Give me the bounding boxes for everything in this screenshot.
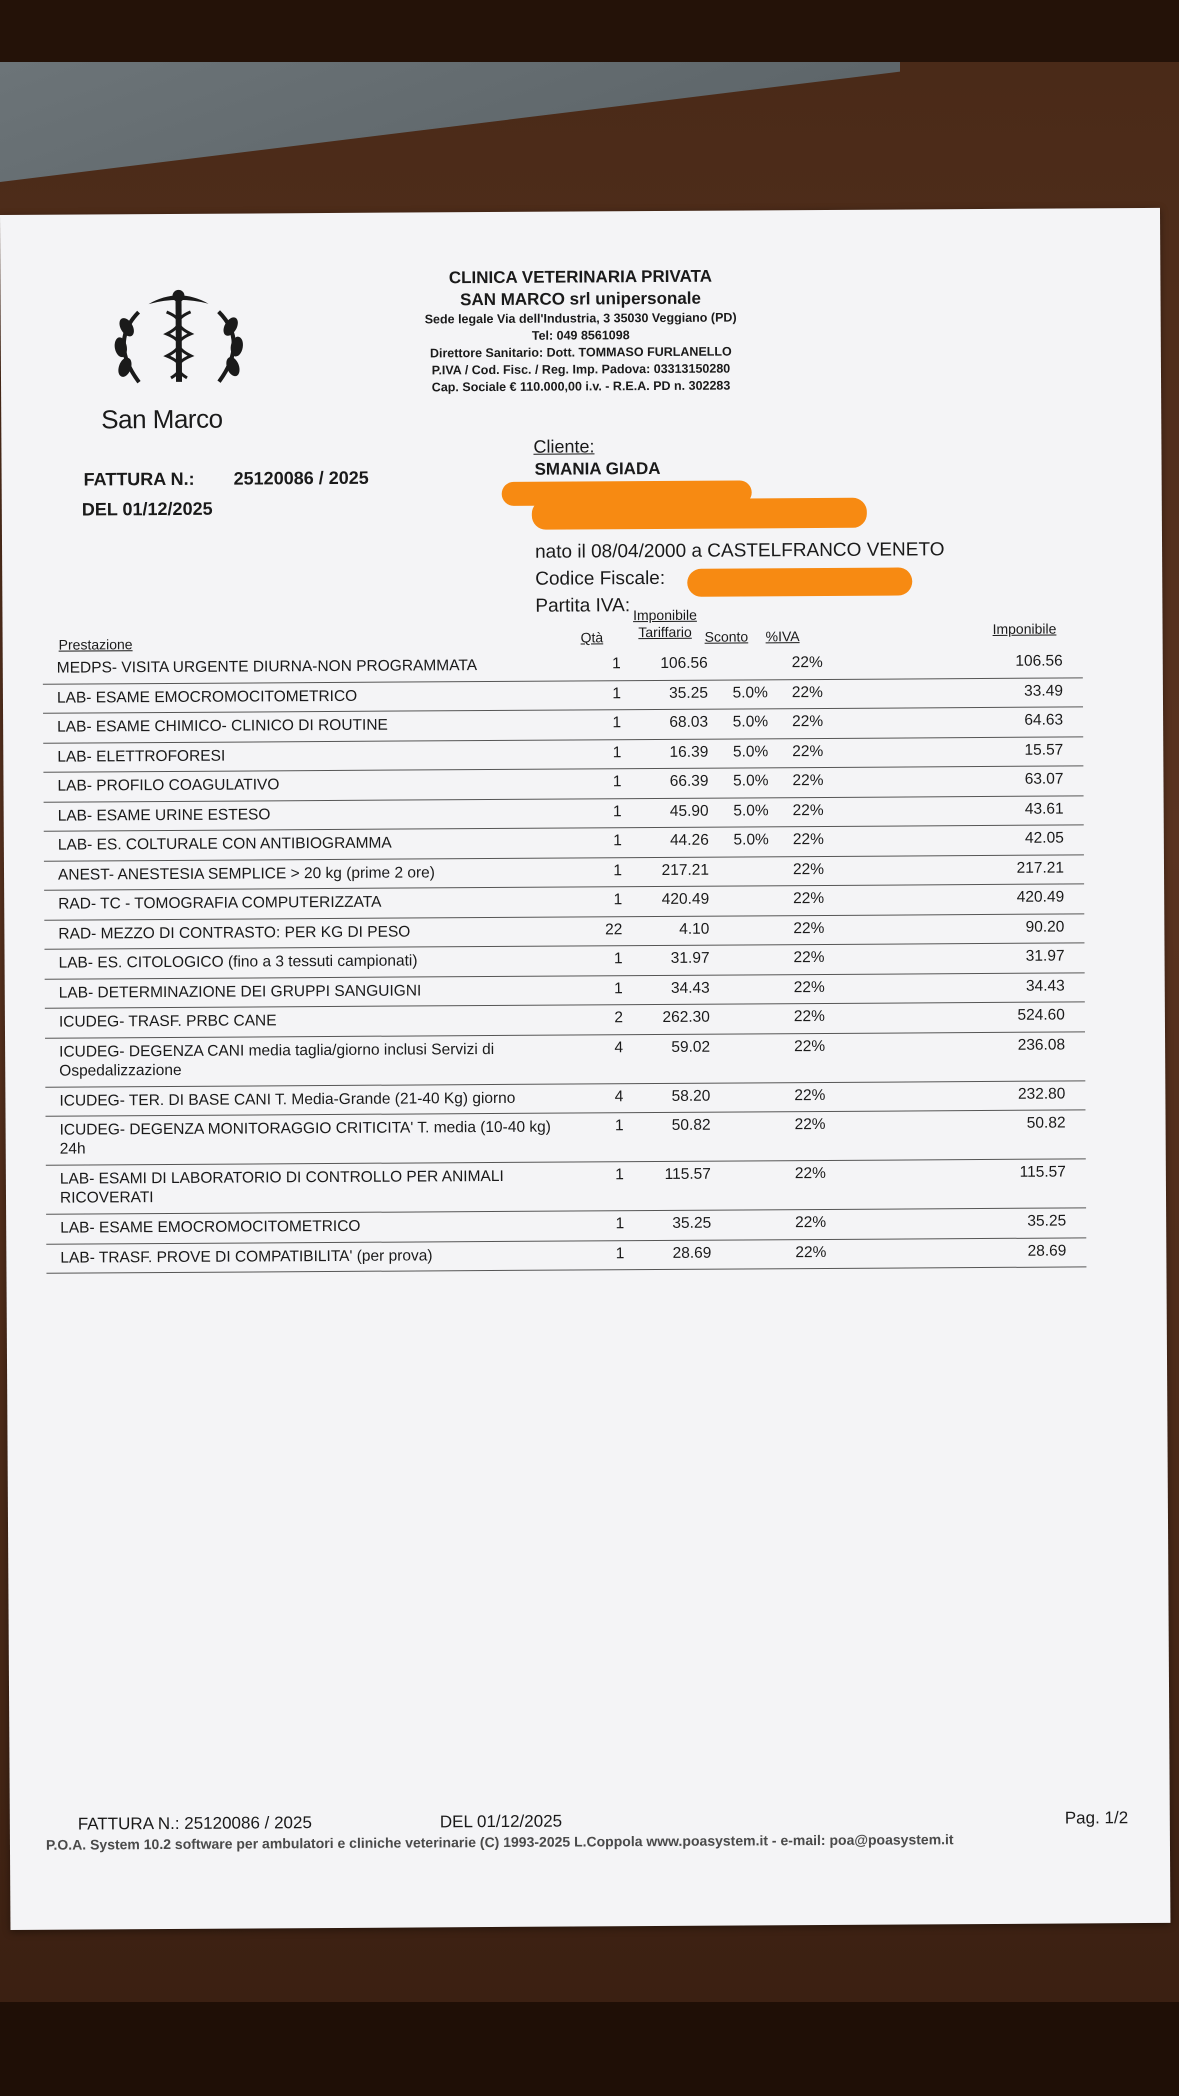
logo-text: San Marco [101,403,223,435]
client-birth: nato il 08/04/2000 a CASTELFRANCO VENETO [535,539,945,563]
row-quantity: 1 [613,891,623,909]
row-description: ICUDEG- TRASF. PRBC CANE [58,1012,277,1031]
row-tariff: 58.20 [671,1087,711,1105]
row-description: LAB- ELETTROFORESI [57,747,226,766]
row-quantity: 1 [612,684,621,702]
clinic-vat: P.IVA / Cod. Fisc. / Reg. Imp. Padova: 03313150280 [431,361,731,378]
san-marco-logo [98,281,259,435]
row-description: ICUDEG- DEGENZA MONITORAGGIO CRITICITA' T. media (10-40 kg) 24h [59,1118,551,1158]
table-row [46,1110,1086,1165]
row-quantity: 1 [614,1117,624,1135]
invoice-date: DEL 01/12/2025 [81,498,213,520]
clinic-tel: Tel: 049 8561098 [531,328,630,343]
row-vat: 22% [795,1243,827,1261]
footer-software: P.O.A. System 10.2 software per ambulatori e cliniche veterinarie (C) 1993-2025 L.Coppola www.poasystem.it - e-mail: poa@poasystem.it [45,1831,954,1853]
header-imponibile: Imponibile [992,620,1057,637]
row-quantity: 1 [612,743,622,761]
partita-iva-label: Partita IVA: [535,595,631,617]
row-tariff: 35.25 [672,1214,712,1232]
table-header [52,608,1082,654]
row-tariff: 66.39 [669,772,709,790]
row-tariff: 106.56 [660,654,708,672]
footer-invoice: FATTURA N.: 25120086 / 2025 [77,1813,312,1834]
invoice-sheet [0,208,1170,1930]
row-vat: 22% [791,683,823,701]
row-tariff: 115.57 [664,1165,711,1183]
row-description: LAB- ES. COLTURALE CON ANTIBIOGRAMMA [57,834,392,854]
row-vat: 22% [793,889,825,908]
row-vat: 22% [792,771,824,790]
row-quantity: 22 [605,920,623,938]
row-amount: 28.69 [1027,1242,1067,1260]
row-discount: 5.0% [732,683,768,702]
row-discount: 5.0% [733,772,769,790]
row-amount: 232.80 [1017,1085,1066,1103]
client-name: SMANIA GIADA [534,458,661,479]
clinic-header [330,265,831,397]
header-sconto: Sconto [704,628,749,645]
row-vat: 22% [794,1115,826,1134]
row-quantity: 1 [613,832,622,850]
row-description: LAB- TRASF. PROVE DI COMPATIBILITA' (per prova) [60,1246,433,1267]
row-amount: 217.21 [1016,859,1065,877]
row-discount: 5.0% [733,831,769,849]
row-tariff: 28.69 [672,1244,712,1262]
row-quantity: 1 [614,979,623,997]
row-description: LAB- ESAME URINE ESTESO [57,805,271,825]
row-tariff: 217.21 [661,861,710,879]
row-discount: 5.0% [732,713,769,731]
row-vat: 22% [792,712,824,731]
row-amount: 236.08 [1017,1036,1066,1054]
row-tariff: 68.03 [669,713,709,731]
row-tariff: 420.49 [661,890,710,908]
row-vat: 22% [793,978,825,996]
row-tariff: 44.26 [669,831,709,849]
row-amount: 15.57 [1024,741,1064,759]
row-description: RAD- MEZZO DI CONTRASTO: PER KG DI PESO [58,923,411,943]
row-vat: 22% [794,1086,826,1104]
row-vat: 22% [792,742,824,760]
row-quantity: 2 [614,1009,623,1027]
row-description: LAB- ESAMI DI LABORATORIO DI CONTROLLO PER ANIMALI RICOVERATI [59,1167,504,1207]
invoice-number-label: FATTURA N.: [83,468,195,490]
row-quantity: 4 [614,1038,624,1056]
clinic-director: Direttore Sanitario: Dott. TOMMASO FURLANELLO [429,344,732,361]
row-quantity: 1 [612,773,622,791]
row-quantity: 1 [612,802,622,820]
row-amount: 42.05 [1024,829,1064,847]
client-label: Cliente: [533,436,595,457]
clinic-company: SAN MARCO srl unipersonale [460,288,702,310]
row-amount: 524.60 [1017,1006,1065,1024]
footer-date: DEL 01/12/2025 [439,1811,563,1832]
row-vat: 22% [793,919,825,937]
row-quantity: 1 [613,950,623,968]
bottom-bar [0,2002,1179,2096]
row-vat: 22% [792,830,824,849]
row-tariff: 34.43 [670,979,710,997]
row-discount: 5.0% [733,801,769,820]
footer-page: Pag. 1/2 [1064,1808,1129,1828]
row-quantity: 1 [615,1166,624,1184]
redaction-address-2 [532,498,867,530]
row-amount: 63.07 [1024,770,1064,788]
table-row [45,1032,1085,1087]
redaction-codice-fiscale [687,567,912,596]
row-tariff: 45.90 [669,802,709,820]
row-description: LAB- ESAME EMOCROMOCITOMETRICO [60,1217,361,1237]
row-amount: 34.43 [1025,977,1065,995]
row-discount: 5.0% [732,742,769,761]
row-amount: 50.82 [1026,1114,1066,1132]
codice-fiscale-label: Codice Fiscale: [535,567,666,590]
clinic-name: CLINICA VETERINARIA PRIVATA [448,266,713,288]
row-tariff: 35.25 [669,684,708,702]
row-amount: 90.20 [1025,918,1065,936]
row-quantity: 4 [614,1087,624,1105]
row-vat: 22% [794,1164,826,1183]
row-amount: 33.49 [1024,682,1063,700]
row-vat: 22% [793,948,825,967]
row-quantity: 1 [613,861,623,879]
row-vat: 22% [792,801,824,819]
table-row [46,1238,1086,1274]
row-tariff: 50.82 [671,1116,711,1134]
row-quantity: 1 [615,1244,625,1262]
row-amount: 106.56 [1015,652,1063,670]
row-description: LAB- ES. CITOLOGICO (fino a 3 tessuti campionati) [58,952,418,972]
row-vat: 22% [792,860,825,878]
clinic-address: Sede legale Via dell'Industria, 3 35030 Veggiano (PD) [424,310,737,327]
row-amount: 115.57 [1019,1163,1066,1181]
row-vat: 22% [794,1037,826,1055]
row-description: RAD- TC - TOMOGRAFIA COMPUTERIZZATA [58,893,382,913]
row-amount: 31.97 [1025,947,1065,965]
row-quantity: 1 [615,1215,625,1233]
top-bar [0,0,1179,62]
header-qta: Qtà [580,629,604,646]
row-tariff: 4.10 [679,920,710,938]
header-prestazione: Prestazione [58,636,133,653]
row-description: ICUDEG- DEGENZA CANI media taglia/giorno inclusi Servizi di Ospedalizzazione [59,1040,495,1080]
row-vat: 22% [795,1213,827,1232]
row-amount: 64.63 [1024,711,1064,729]
row-tariff: 31.97 [670,949,710,967]
row-tariff: 262.30 [662,1008,710,1026]
row-description: ANEST- ANESTESIA SEMPLICE > 20 kg (prime 2 ore) [57,863,435,884]
header-tariffario: Imponibile Tariffario [632,606,697,641]
invoice-number: 25120086 / 2025 [233,467,369,489]
row-amount: 43.61 [1024,800,1064,818]
header-iva: %IVA [765,628,800,645]
row-amount: 35.25 [1027,1212,1067,1230]
clinic-capital: Cap. Sociale € 110.000,00 i.v. - R.E.A. PD n. 302283 [431,378,731,395]
row-quantity: 1 [612,714,622,732]
row-tariff: 59.02 [671,1038,711,1056]
row-tariff: 16.39 [669,743,709,761]
row-vat: 22% [793,1007,825,1026]
row-description: LAB- PROFILO COAGULATIVO [57,776,280,795]
row-description: ICUDEG- TER. DI BASE CANI T. Media-Grande (21-40 Kg) giorno [59,1089,516,1110]
row-description: LAB- ESAME EMOCROMOCITOMETRICO [56,687,358,707]
row-description: MEDPS- VISITA URGENTE DIURNA-NON PROGRAMMATA [56,657,478,677]
row-description: LAB- ESAME CHIMICO- CLINICO DI ROUTINE [57,716,388,736]
row-amount: 420.49 [1016,888,1065,906]
row-vat: 22% [791,653,823,672]
row-quantity: 1 [612,655,621,673]
row-description: LAB- DETERMINAZIONE DEI GRUPPI SANGUIGNI [58,981,422,1002]
table-row [46,1159,1086,1214]
